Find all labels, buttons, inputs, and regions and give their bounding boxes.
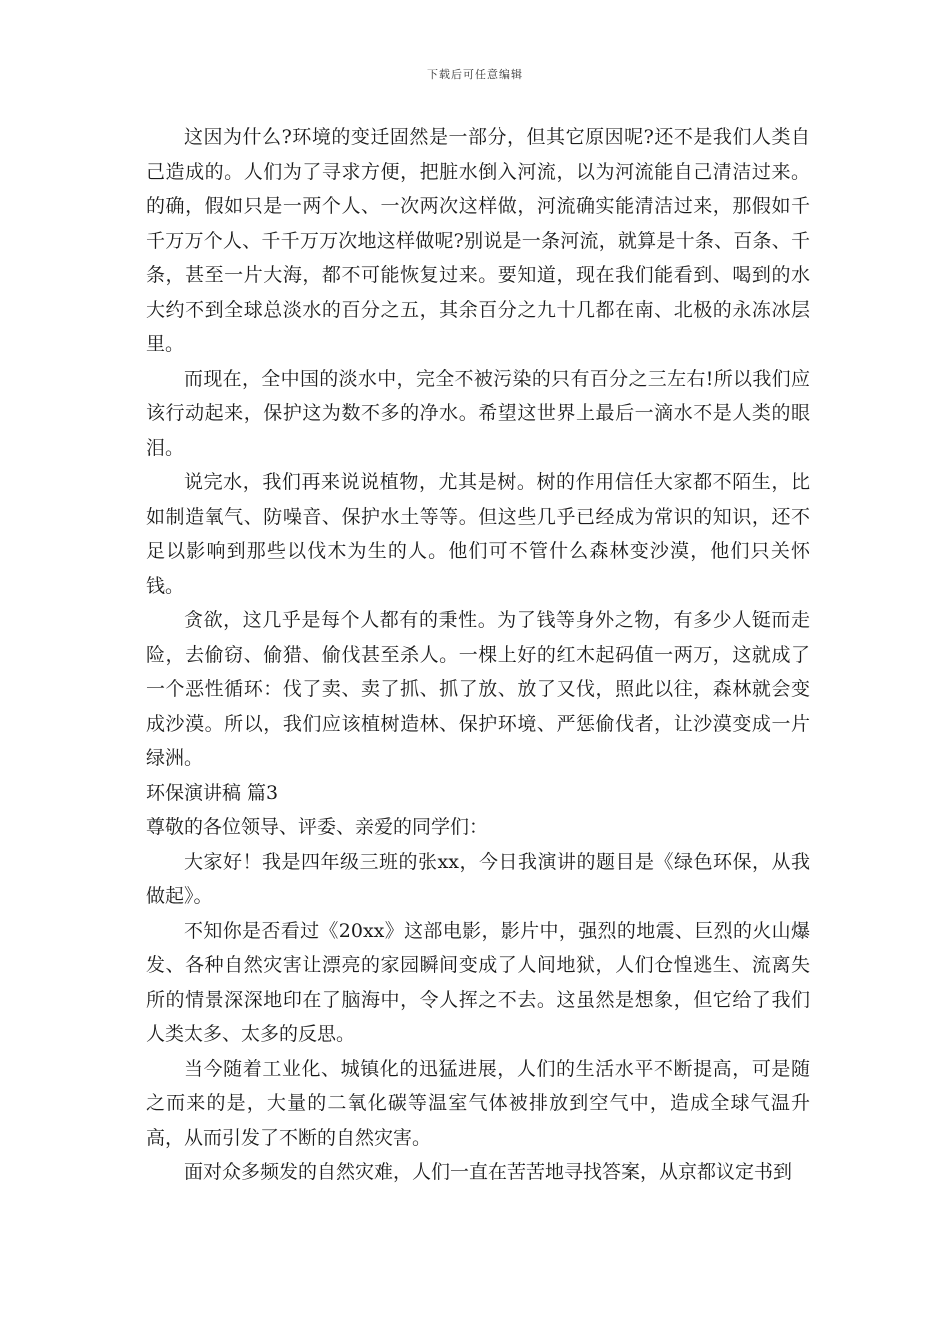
salutation: 尊敬的各位领导、评委、亲爱的同学们： xyxy=(146,816,489,838)
paragraph-4: 贪欲，这几乎是每个人都有的秉性。为了钱等身外之物，有多少人铤而走险，去偷窃、偷猎、偷伐甚至杀人。一棵上好的红木起码值一两万，这就成了一个恶性循环：伐了卖、卖了抓、抓了放、放了又伐，照此以往，森林就会变成沙漠。所以，我们应该植树造林、保护环境、严惩偷伐者，让沙漠变成一片绿洲。 xyxy=(146,609,810,769)
paragraph-5: 大家好！我是四年级三班的张xx，今日我演讲的题目是《绿色环保，从我做起》。 xyxy=(146,850,810,907)
paragraph-3: 说完水，我们再来说说植物，尤其是树。树的作用信任大家都不陌生，比如制造氧气、防噪音、保护水土等等。但这些几乎已经成为常识的知识，还不足以影响到那些以伐木为生的人。他们可不管什么森林变沙漠，他们只关怀钱。 xyxy=(146,471,810,597)
paragraph-6: 不知你是否看过《20xx》这部电影，影片中，强烈的地震、巨烈的火山爆发、各种自然灾害让漂亮的家园瞬间变成了人间地狱，人们仓惶逃生、流离失所的情景深深地印在了脑海中，令人挥之不去。这虽然是想象，但它给了我们人类太多、太多的反思。 xyxy=(146,919,810,1045)
paragraph-1: 这因为什么?环境的变迁固然是一部分，但其它原因呢?还不是我们人类自己造成的。人们为了寻求方便，把脏水倒入河流，以为河流能自己清洁过来。的确，假如只是一两个人、一次两次这样做，河流确实能清洁过来，那假如千千万万个人、千千万万次地这样做呢?别说是一条河流，就算是十条、百条、千条，甚至一片大海，都不可能恢复过来。要知道，现在我们能看到、喝到的水大约不到全球总淡水的百分之五，其余百分之九十几都在南、北极的永冻冰层里。 xyxy=(146,126,810,355)
paragraph-8: 面对众多频发的自然灾难，人们一直在苦苦地寻找答案，从京都议定书到 xyxy=(184,1161,793,1183)
section-heading: 环保演讲稿 篇3 xyxy=(146,781,279,804)
paragraph-2: 而现在，全中国的淡水中，完全不被污染的只有百分之三左右!所以我们应该行动起来，保护这为数不多的净水。希望这世界上最后一滴水不是人类的眼泪。 xyxy=(146,367,810,459)
paragraph-7: 当今随着工业化、城镇化的迅猛进展，人们的生活水平不断提高，可是随之而来的是，大量的二氧化碳等温室气体被排放到空气中，造成全球气温升高，从而引发了不断的自然灾害。 xyxy=(146,1057,810,1149)
page-header: 下载后可任意编辑 xyxy=(427,68,523,81)
document-body xyxy=(146,120,810,1190)
